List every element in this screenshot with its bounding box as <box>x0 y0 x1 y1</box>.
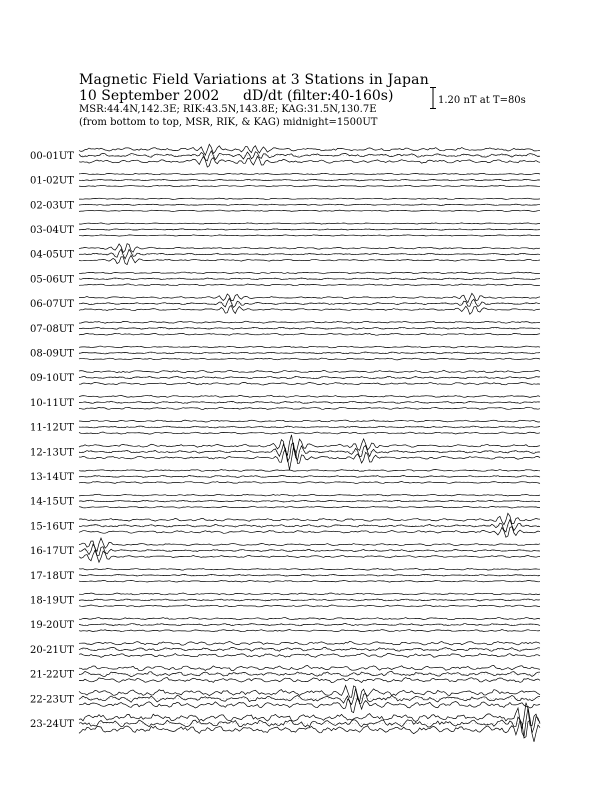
station-trace-kag <box>79 605 540 607</box>
row-label: 07-08UT <box>30 323 74 335</box>
station-trace-kag <box>79 185 540 187</box>
station-trace-rik <box>79 544 540 555</box>
station-trace-msr <box>79 593 540 595</box>
station-trace-kag <box>79 382 540 385</box>
row-label: 21-22UT <box>30 669 74 681</box>
station-trace-rik <box>79 327 540 329</box>
station-trace-msr <box>79 321 540 323</box>
station-trace-kag <box>79 432 540 434</box>
row-label: 06-07UT <box>30 299 74 311</box>
station-trace-kag <box>79 580 540 582</box>
row-label: 17-18UT <box>30 570 74 582</box>
row-label: 20-21UT <box>30 644 74 656</box>
station-trace-kag <box>79 235 540 236</box>
row-label: 19-20UT <box>30 620 74 632</box>
row-label: 18-19UT <box>30 595 74 607</box>
row-label: 14-15UT <box>30 496 74 508</box>
station-trace-kag <box>79 358 540 360</box>
station-trace-kag <box>79 506 540 508</box>
row-label: 23-24UT <box>30 718 74 730</box>
row-label: 12-13UT <box>30 447 74 459</box>
station-trace-msr <box>79 223 540 224</box>
station-trace-rik <box>79 520 540 532</box>
station-trace-msr <box>79 198 540 199</box>
station-order-note: (from bottom to top, MSR, RIK, & KAG) midnight=1500UT <box>79 117 378 128</box>
row-label: 11-12UT <box>30 422 74 434</box>
date-label: 10 September 2002 <box>79 88 220 104</box>
chart-title: Magnetic Field Variations at 3 Stations in Japan <box>79 72 429 88</box>
station-trace-msr <box>79 494 540 496</box>
station-trace-msr <box>79 420 540 422</box>
station-trace-kag <box>79 447 540 470</box>
station-trace-msr <box>79 470 540 472</box>
row-label: 05-06UT <box>30 274 74 286</box>
station-trace-rik <box>79 179 540 181</box>
station-trace-rik <box>79 278 540 280</box>
station-trace-kag <box>79 678 540 683</box>
station-trace-kag <box>79 255 540 264</box>
row-label: 01-02UT <box>30 175 74 187</box>
station-trace-msr <box>79 144 540 155</box>
row-label: 22-23UT <box>30 694 74 706</box>
row-label: 09-10UT <box>30 373 74 385</box>
station-trace-msr <box>79 370 540 373</box>
station-trace-kag <box>79 527 540 538</box>
station-trace-kag <box>79 630 540 632</box>
station-trace-msr <box>79 272 540 274</box>
station-trace-msr <box>79 703 540 729</box>
station-trace-msr <box>79 568 540 570</box>
row-label: 04-05UT <box>30 249 74 261</box>
station-trace-kag <box>79 653 540 657</box>
station-trace-kag <box>79 284 540 286</box>
station-trace-rik <box>79 229 540 230</box>
station-trace-rik <box>79 401 540 403</box>
station-trace-msr <box>79 346 540 348</box>
station-trace-kag <box>79 305 540 314</box>
station-trace-rik <box>79 249 540 259</box>
station-trace-kag <box>79 550 540 562</box>
station-trace-kag <box>79 482 540 484</box>
station-trace-rik <box>79 204 540 205</box>
station-trace-msr <box>79 244 540 253</box>
station-trace-msr <box>79 665 540 670</box>
station-trace-rik <box>79 298 540 307</box>
scale-label: 1.20 nT at T=80s <box>438 95 526 106</box>
station-trace-rik <box>79 707 540 736</box>
station-trace-msr <box>79 513 540 524</box>
station-trace-rik <box>79 647 540 651</box>
station-trace-rik <box>79 574 540 576</box>
row-label: 15-16UT <box>30 521 74 533</box>
station-trace-rik <box>79 475 540 477</box>
station-trace-msr <box>79 618 540 620</box>
station-trace-msr <box>79 293 540 302</box>
station-trace-kag <box>79 156 540 167</box>
row-label: 13-14UT <box>30 471 74 483</box>
row-label: 02-03UT <box>30 200 74 212</box>
filter-label: dD/dt (filter:40-160s) <box>243 88 394 104</box>
station-trace-kag <box>79 407 540 409</box>
station-trace-msr <box>79 435 540 456</box>
station-trace-kag <box>79 720 540 742</box>
row-label: 10-11UT <box>30 397 74 409</box>
station-trace-kag <box>79 210 540 211</box>
row-label: 16-17UT <box>30 546 74 558</box>
station-trace-rik <box>79 151 540 161</box>
station-trace-msr <box>79 395 540 397</box>
station-coordinates: MSR:44.4N,142.3E; RIK:43.5N,143.8E; KAG:31.5N,130.7E <box>79 104 377 115</box>
station-trace-msr <box>79 641 540 645</box>
row-label: 08-09UT <box>30 348 74 360</box>
station-trace-msr <box>79 173 540 174</box>
station-trace-kag <box>79 333 540 335</box>
row-label: 03-04UT <box>30 224 74 236</box>
station-trace-rik <box>79 500 540 502</box>
row-label: 00-01UT <box>30 150 74 162</box>
